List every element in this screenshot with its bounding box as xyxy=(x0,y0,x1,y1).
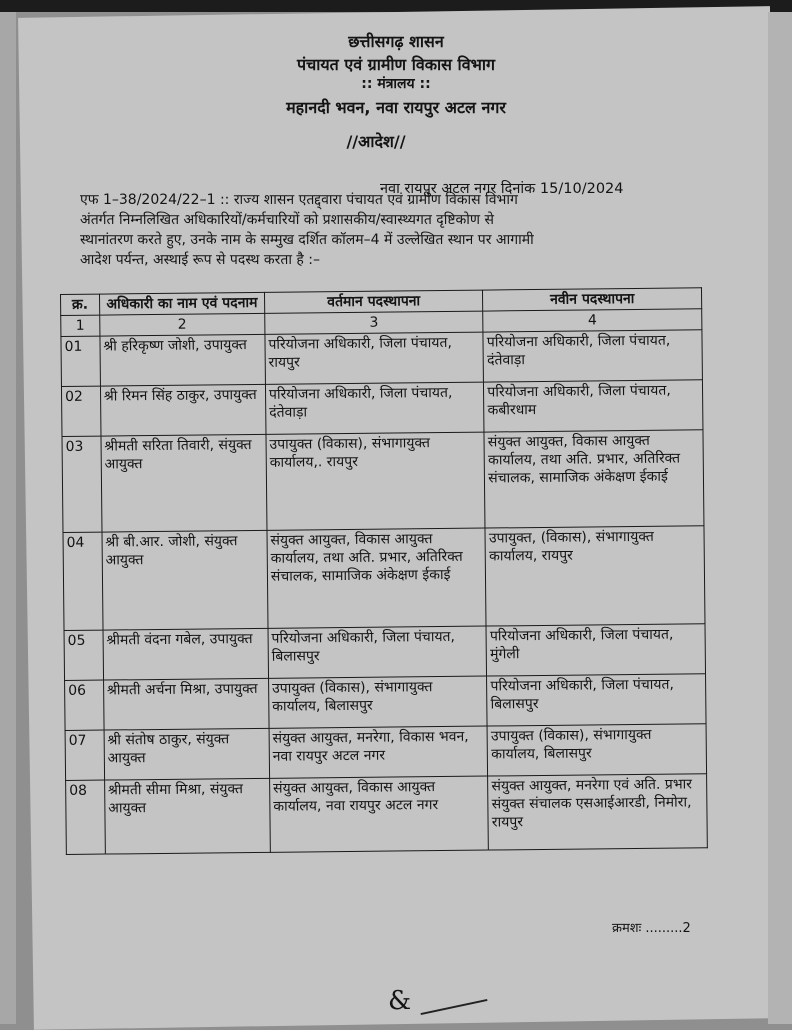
table-row xyxy=(65,724,706,781)
row-new-posting: उपायुक्त (विकास), संभागायुक्त कार्यालय, बिलासपुर xyxy=(487,724,706,776)
row-new-posting: परियोजना अधिकारी, जिला पंचायत, बिलासपुर xyxy=(487,674,706,726)
left-background-strip xyxy=(0,12,16,1024)
header-current-posting: वर्तमान पदस्थापना xyxy=(264,290,483,313)
row-serial: 05 xyxy=(64,630,103,680)
order-title: //आदेश// xyxy=(346,132,406,151)
row-current-posting: परियोजना अधिकारी, जिला पंचायत, बिलासपुर xyxy=(268,626,487,678)
table-row xyxy=(65,674,706,731)
table-row xyxy=(61,330,702,387)
department-name: पंचायत एवं ग्रामीण विकास विभाग xyxy=(297,55,495,74)
order-date: नवा रायपुर अटल नगर दिनांक 15/10/2024 xyxy=(380,181,624,197)
column-number: 2 xyxy=(99,313,264,336)
row-current-posting: उपायुक्त (विकास), संभागायुक्त कार्यालय,. रायपुर xyxy=(266,432,485,530)
office-address: महानदी भवन, नवा रायपुर अटल नगर xyxy=(286,98,506,117)
row-current-posting: उपायुक्त (विकास), संभागायुक्त कार्यालय, बिलासपुर xyxy=(268,676,487,728)
continuation-note: क्रमशः .........2 xyxy=(612,921,691,936)
table-row xyxy=(66,774,708,855)
row-serial: 06 xyxy=(65,680,104,730)
row-officer: श्री रिमन सिंह ठाकुर, उपायुक्त xyxy=(100,384,266,436)
column-number: 1 xyxy=(61,315,100,336)
row-officer: श्री बी.आर. जोशी, संयुक्त आयुक्त xyxy=(102,530,268,630)
paragraph-line: अंतर्गत निम्नलिखित अधिकारियों/कर्मचारियों को प्रशासकीय/स्वास्थ्यगत दृष्टिकोण से xyxy=(80,212,494,228)
row-officer: श्रीमती सरिता तिवारी, संयुक्त आयुक्त xyxy=(101,434,267,532)
row-serial: 01 xyxy=(61,336,100,386)
paragraph-line: एफ 1–38/2024/22–1 :: राज्य शासन एतद्द्वारा पंचायत एवं ग्रामीण विकास विभाग xyxy=(80,192,518,208)
row-serial: 03 xyxy=(62,436,102,532)
right-background-strip xyxy=(768,12,792,1024)
header-name: अधिकारी का नाम एवं पदनाम xyxy=(99,292,264,315)
header-serial: क्र. xyxy=(61,294,100,315)
row-serial: 07 xyxy=(65,730,104,780)
paragraph-line: स्थानांतरण करते हुए, उनके नाम के सम्मुख दर्शित कॉलम–4 में उल्लेखित स्थान पर आगामी xyxy=(80,232,534,248)
row-officer: श्री हरिकृष्ण जोशी, उपायुक्त xyxy=(100,334,266,386)
row-current-posting: परियोजना अधिकारी, जिला पंचायत, रायपुर xyxy=(265,332,484,384)
row-current-posting: संयुक्त आयुक्त, मनरेगा, विकास भवन, नवा रायपुर अटल नगर xyxy=(269,726,488,778)
row-current-posting: संयुक्त आयुक्त, विकास आयुक्त कार्यालय, तथा अति. प्रभार, अतिरिक्त संचालक, सामाजिक अंकेक्षण ईकाई xyxy=(267,528,486,628)
column-number: 4 xyxy=(483,309,702,332)
row-officer: श्री संतोष ठाकुर, संयुक्त आयुक्त xyxy=(104,728,270,780)
order-paragraph xyxy=(80,190,698,270)
row-current-posting: संयुक्त आयुक्त, विकास आयुक्त कार्यालय, नवा रायपुर अटल नगर xyxy=(269,776,488,852)
row-new-posting: परियोजना अधिकारी, जिला पंचायत, कबीरधाम xyxy=(484,380,703,432)
table-row xyxy=(61,380,702,437)
row-serial: 08 xyxy=(66,780,106,854)
header-new-posting: नवीन पदस्थापना xyxy=(483,288,702,311)
paragraph-line: आदेश पर्यन्त, अस्थाई रूप से पदस्थ करता है :– xyxy=(80,252,321,268)
table-row xyxy=(62,430,704,533)
transfer-table xyxy=(60,287,708,855)
signature-mark: & xyxy=(388,986,412,1016)
table-row xyxy=(64,624,705,681)
govt-name: छत्तीसगढ़ शासन xyxy=(348,32,444,51)
row-officer: श्रीमती अर्चना मिश्रा, उपायुक्त xyxy=(103,678,269,730)
ministry-label: :: मंत्रालय :: xyxy=(361,76,431,92)
row-officer: श्रीमती वंदना गबेल, उपायुक्त xyxy=(103,628,269,680)
row-current-posting: परियोजना अधिकारी, जिला पंचायत, दंतेवाड़ा xyxy=(265,382,484,434)
row-officer: श्रीमती सीमा मिश्रा, संयुक्त आयुक्त xyxy=(104,778,270,854)
row-serial: 04 xyxy=(63,532,103,630)
table-row xyxy=(63,526,705,631)
row-new-posting: संयुक्त आयुक्त, मनरेगा एवं अति. प्रभार संयुक्त संचालक एसआईआरडी, निमोरा, रायपुर xyxy=(488,774,707,850)
column-number: 3 xyxy=(265,311,484,334)
row-new-posting: परियोजना अधिकारी, जिला पंचायत, मुंगेली xyxy=(486,624,705,676)
row-new-posting: उपायुक्त, (विकास), संभागायुक्त कार्यालय, रायपुर xyxy=(485,526,705,626)
row-serial: 02 xyxy=(61,386,100,436)
row-new-posting: परियोजना अधिकारी, जिला पंचायत, दंतेवाड़ा xyxy=(483,330,702,382)
row-new-posting: संयुक्त आयुक्त, विकास आयुक्त कार्यालय, तथा अति. प्रभार, अतिरिक्त संचालक, सामाजिक अंकेक्षण ईकाई xyxy=(484,430,704,528)
